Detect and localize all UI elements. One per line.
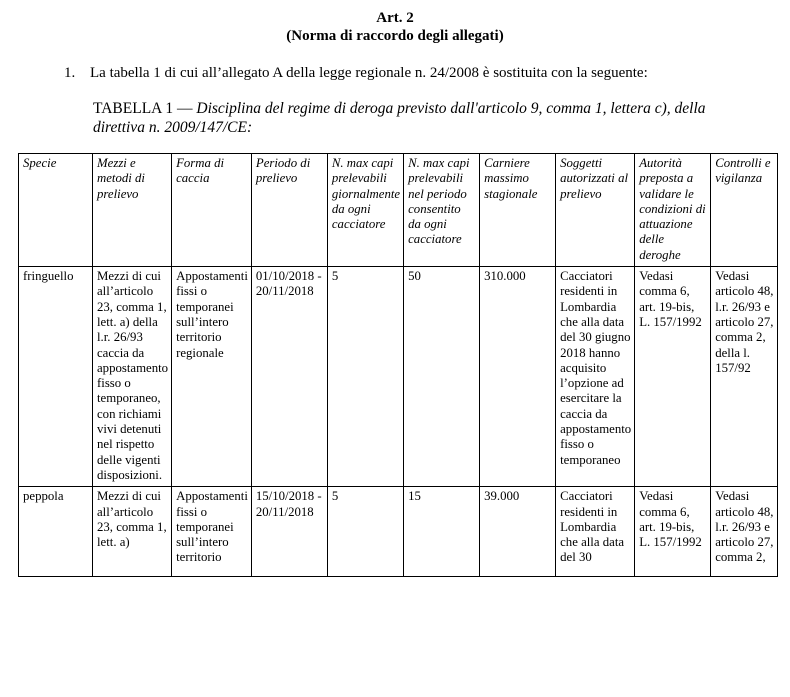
- paragraph-text: La tabella 1 di cui all’allegato A della legge regionale n. 24/2008 è sostituita con la seguente:: [90, 65, 648, 81]
- cell-max-giornaliero: 5: [327, 487, 403, 577]
- header-max-periodo: N. max capi prelevabili nel periodo consentito da ogni cacciatore: [404, 154, 480, 267]
- article-subtitle: (Norma di raccordo degli allegati): [286, 28, 504, 44]
- header-forma: Forma di caccia: [172, 154, 252, 267]
- cell-mezzi: Mezzi di cui all’articolo 23, comma 1, lett. a) della l.r. 26/93 caccia da appostamento fisso o temporaneo, con richiami vivi detenuti nel rispetto delle vigenti disposizioni.: [93, 267, 172, 487]
- cell-forma: Appostamenti fissi o temporanei sull’intero territorio: [172, 487, 252, 577]
- table-row: [19, 267, 778, 487]
- cell-carniere: 310.000: [480, 267, 556, 487]
- cell-mezzi: Mezzi di cui all’articolo 23, comma 1, lett. a): [93, 487, 172, 577]
- cell-autorita: Vedasi comma 6, art. 19-bis, L. 157/1992: [635, 487, 711, 577]
- table-caption: [93, 99, 753, 137]
- cell-forma: Appostamenti fissi o temporanei sull’intero territorio regionale: [172, 267, 252, 487]
- cell-periodo: 15/10/2018 - 20/11/2018: [251, 487, 327, 577]
- cell-specie: peppola: [19, 487, 93, 577]
- header-controlli: Controlli e vigilanza: [711, 154, 778, 267]
- cell-max-giornaliero: 5: [327, 267, 403, 487]
- header-autorita: Autorità preposta a validare le condizioni di attuazione delle deroghe: [635, 154, 711, 267]
- cell-controlli: Vedasi articolo 48, l.r. 26/93 e articolo 27, comma 2,: [711, 487, 778, 577]
- cell-max-periodo: 50: [404, 267, 480, 487]
- cell-specie: fringuello: [19, 267, 93, 487]
- cell-periodo: 01/10/2018 - 20/11/2018: [251, 267, 327, 487]
- cell-soggetti: Cacciatori residenti in Lombardia che alla data del 30 giugno 2018 hanno acquisito l’opzione ad esercitare la caccia da appostamento fisso o temporaneo: [556, 267, 635, 487]
- header-soggetti: Soggetti autorizzati al prelievo: [556, 154, 635, 267]
- paragraph-number: 1.: [64, 65, 76, 81]
- deroga-table: [18, 153, 778, 577]
- header-max-giornaliero: N. max capi prelevabili giornalmente da ogni cacciatore: [327, 154, 403, 267]
- cell-controlli: Vedasi articolo 48, l.r. 26/93 e articolo 27, comma 2, della l. 157/92: [711, 267, 778, 487]
- cell-carniere: 39.000: [480, 487, 556, 577]
- table-header-row: [19, 154, 778, 267]
- header-specie: Specie: [19, 154, 93, 267]
- article-title: Art. 2: [376, 10, 414, 26]
- header-periodo: Periodo di prelievo: [251, 154, 327, 267]
- cell-autorita: Vedasi comma 6, art. 19-bis, L. 157/1992: [635, 267, 711, 487]
- table-caption-text: Disciplina del regime di deroga previsto dall'articolo 9, comma 1, lettera c), della direttiva n. 2009/147/CE:: [93, 100, 706, 136]
- header-mezzi: Mezzi e metodi di prelievo: [93, 154, 172, 267]
- table-row: [19, 487, 778, 577]
- cell-max-periodo: 15: [404, 487, 480, 577]
- paragraph-1: [64, 64, 648, 82]
- cell-soggetti: Cacciatori residenti in Lombardia che alla data del 30: [556, 487, 635, 577]
- table-caption-label: TABELLA 1 —: [93, 100, 197, 117]
- header-carniere: Carniere massimo stagionale: [480, 154, 556, 267]
